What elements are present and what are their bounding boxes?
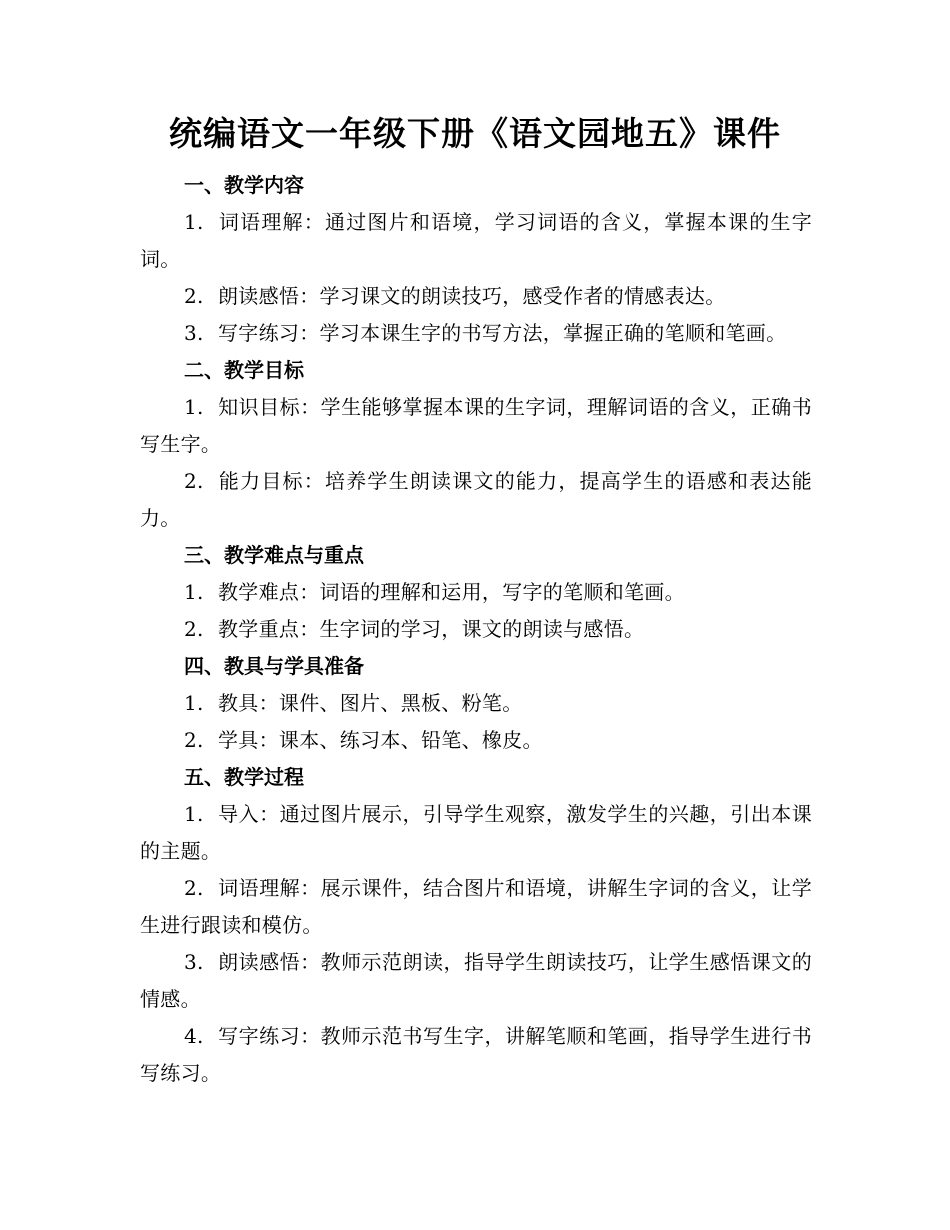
item-text: 教具：课件、图片、黑板、粉笔。 bbox=[218, 691, 523, 715]
list-item bbox=[140, 796, 812, 870]
item-number: 3. bbox=[184, 950, 204, 974]
item-text: 写字练习：教师示范书写生字，讲解笔顺和笔画，指导学生进行书写练习。 bbox=[140, 1024, 812, 1085]
list-item bbox=[140, 389, 812, 463]
list-item bbox=[140, 204, 812, 278]
list-item bbox=[140, 1018, 812, 1092]
item-number: 1. bbox=[184, 691, 204, 715]
item-number: 2. bbox=[184, 876, 204, 900]
item-number: 2. bbox=[184, 617, 204, 641]
list-item bbox=[140, 944, 812, 1018]
item-text: 朗读感悟：教师示范朗读，指导学生朗读技巧，让学生感悟课文的情感。 bbox=[140, 950, 812, 1011]
item-text: 学具：课本、练习本、铅笔、橡皮。 bbox=[218, 728, 543, 752]
list-item bbox=[140, 315, 812, 352]
list-item bbox=[140, 574, 812, 611]
section-heading: 二、教学目标 bbox=[184, 358, 304, 382]
item-number: 1. bbox=[184, 395, 204, 419]
document-title: 统编语文一年级下册《语文园地五》课件 bbox=[169, 114, 781, 153]
item-number: 3. bbox=[184, 321, 204, 345]
list-item bbox=[140, 611, 812, 648]
section-heading: 四、教具与学具准备 bbox=[184, 654, 364, 678]
list-item bbox=[140, 722, 812, 759]
item-text: 词语理解：通过图片和语境，学习词语的含义，掌握本课的生字词。 bbox=[140, 210, 812, 271]
section-heading: 三、教学难点与重点 bbox=[184, 543, 364, 567]
item-number: 1. bbox=[184, 580, 204, 604]
item-text: 教学重点：生字词的学习，课文的朗读与感悟。 bbox=[218, 617, 645, 641]
item-text: 能力目标：培养学生朗读课文的能力，提高学生的语感和表达能力。 bbox=[140, 469, 812, 530]
list-item bbox=[140, 685, 812, 722]
item-text: 写字练习：学习本课生字的书写方法，掌握正确的笔顺和笔画。 bbox=[218, 321, 787, 345]
item-number: 1. bbox=[184, 802, 204, 826]
item-number: 2. bbox=[184, 284, 204, 308]
item-number: 4. bbox=[184, 1024, 204, 1048]
section-heading: 五、教学过程 bbox=[184, 765, 304, 789]
item-text: 导入：通过图片展示，引导学生观察，激发学生的兴趣，引出本课的主题。 bbox=[140, 802, 812, 863]
document-body bbox=[140, 167, 812, 1092]
item-number: 1. bbox=[184, 210, 204, 234]
item-text: 知识目标：学生能够掌握本课的生字词，理解词语的含义，正确书写生字。 bbox=[140, 395, 812, 456]
item-text: 教学难点：词语的理解和运用，写字的笔顺和笔画。 bbox=[218, 580, 685, 604]
item-number: 2. bbox=[184, 469, 204, 493]
item-number: 2. bbox=[184, 728, 204, 752]
list-item bbox=[140, 278, 812, 315]
item-text: 朗读感悟：学习课文的朗读技巧，感受作者的情感表达。 bbox=[218, 284, 726, 308]
list-item bbox=[140, 870, 812, 944]
section-heading: 一、教学内容 bbox=[184, 173, 304, 197]
item-text: 词语理解：展示课件，结合图片和语境，讲解生字词的含义，让学生进行跟读和模仿。 bbox=[140, 876, 812, 937]
list-item bbox=[140, 463, 812, 537]
